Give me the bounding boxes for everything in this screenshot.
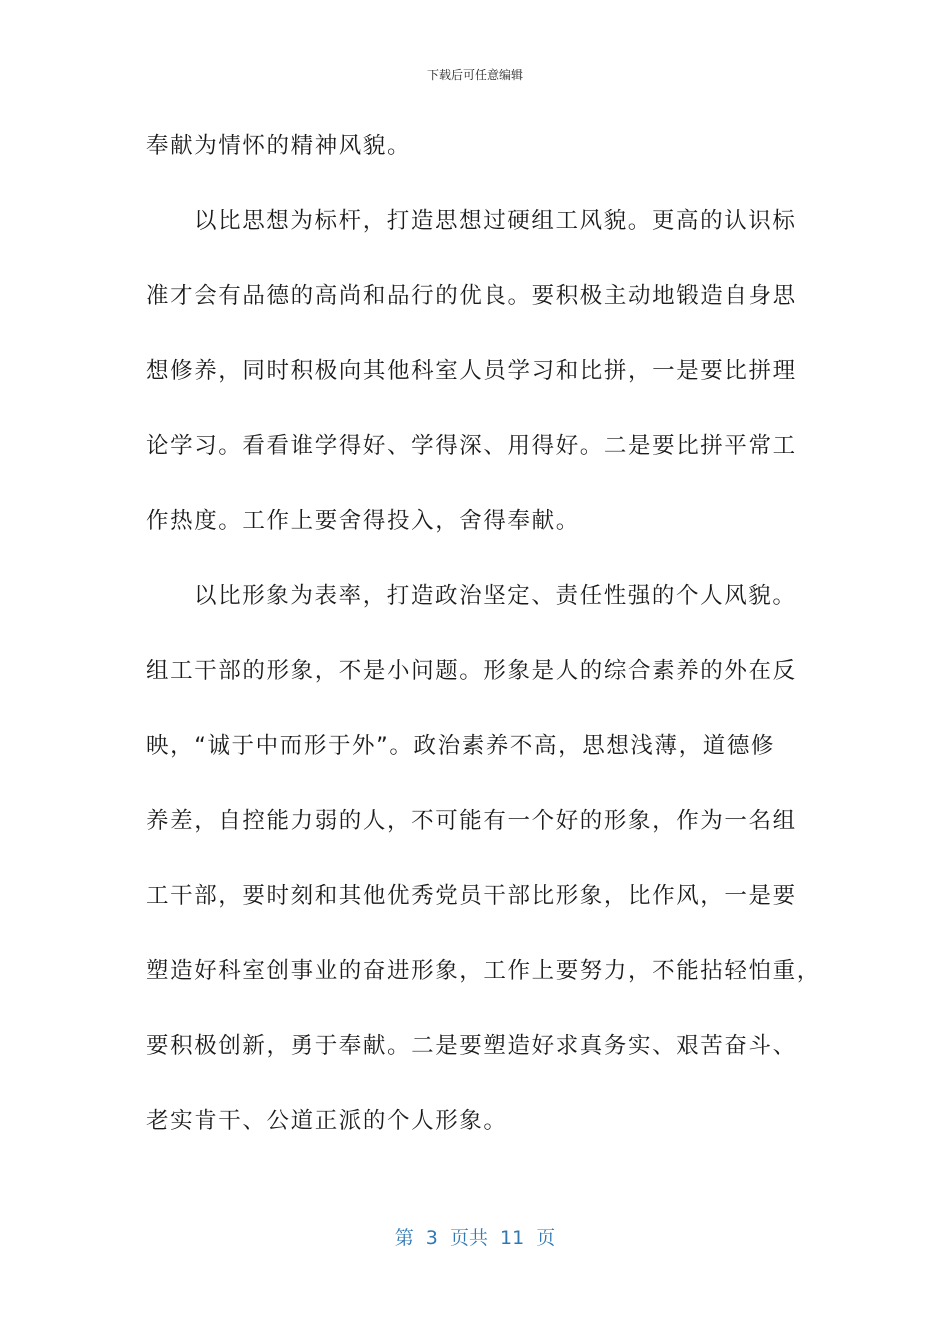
- paragraph-start-line: 以比思想为标杆，打造思想过硬组工风貌。更高的认识标: [194, 208, 797, 234]
- text-line: 论学习。看看谁学得好、学得深、用得好。二是要比拼平常工: [146, 433, 797, 459]
- text-line: 组工干部的形象，不是小问题。形象是人的综合素养的外在反: [146, 658, 797, 684]
- text-line: 老实肯干、公道正派的个人形象。: [146, 1108, 508, 1134]
- text-line: 作热度。工作上要舍得投入，舍得奉献。: [146, 508, 580, 534]
- text-line: 要积极创新，勇于奉献。二是要塑造好求真务实、艰苦奋斗、: [146, 1033, 797, 1059]
- text-line: 映，“诚于中而形于外”。政治素养不高，思想浅薄，道德修: [146, 733, 776, 759]
- page-header: 下载后可任意编辑: [426, 68, 523, 82]
- paragraph-start-line: 以比形象为表率，打造政治坚定、责任性强的个人风貌。: [194, 583, 797, 609]
- document-body: [146, 121, 821, 1171]
- text-line: 塑造好科室创事业的奋进形象，工作上要努力，不能拈轻怕重，: [146, 958, 821, 984]
- text-line: 准才会有品德的高尚和品行的优良。要积极主动地锻造自身思: [146, 283, 797, 309]
- text-line: 想修养，同时积极向其他科室人员学习和比拼，一是要比拼理: [146, 358, 797, 384]
- text-line: 奉献为情怀的精神风貌。: [146, 133, 412, 159]
- page-number: 第 3 页共 11 页: [394, 1227, 556, 1249]
- text-line: 工干部，要时刻和其他优秀党员干部比形象，比作风，一是要: [146, 883, 797, 909]
- text-line: 养差，自控能力弱的人，不可能有一个好的形象，作为一名组: [146, 808, 797, 834]
